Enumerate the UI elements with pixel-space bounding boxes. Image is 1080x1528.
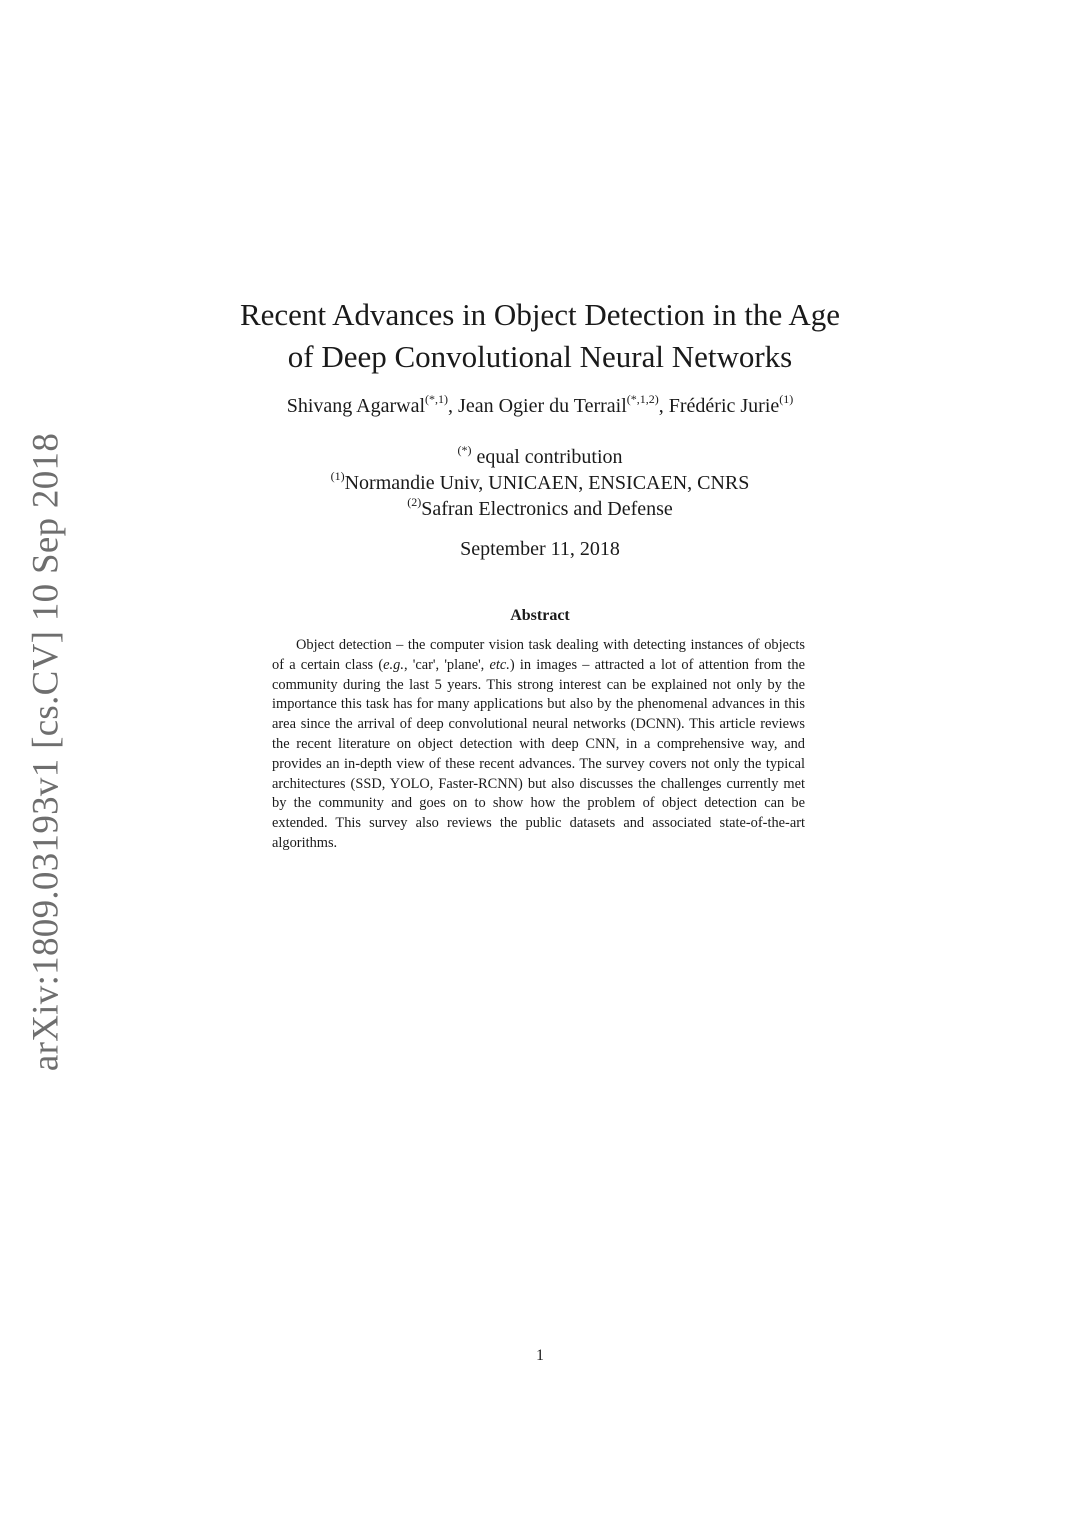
equal-contribution-mark: (*) <box>457 443 472 457</box>
affiliation-2-text: Safran Electronics and Defense <box>421 498 673 520</box>
abstract-heading: Abstract <box>510 607 570 624</box>
affiliation-2 <box>140 496 940 522</box>
page-number: 1 <box>536 1347 544 1364</box>
author-affiliation-marks: (*,1,2) <box>626 392 659 406</box>
affiliation-1-text: Normandie Univ, UNICAEN, ENSICAEN, CNRS <box>344 472 750 494</box>
abstract-part-1: Object detection – the computer vision task dealing with detecting instances of objects of a certain class ( <box>272 637 805 673</box>
publication-date: September 11, 2018 <box>460 538 620 560</box>
affiliation-2-mark: (2) <box>407 495 422 509</box>
author-name: Jean Ogier du Terrail <box>458 395 627 417</box>
equal-contribution-note <box>140 444 940 470</box>
abstract-eg: e.g. <box>383 656 404 673</box>
title-line-1: Recent Advances in Object Detection in the Age <box>239 297 840 332</box>
arxiv-identifier-stamp: arXiv:1809.03193v1 [cs.CV] 10 Sep 2018 <box>25 432 67 1072</box>
author-separator: , <box>448 395 459 417</box>
author-affiliation-marks: (1) <box>779 392 794 406</box>
affiliation-1-mark: (1) <box>330 469 345 483</box>
paper-title <box>160 294 920 378</box>
author-name: Shivang Agarwal <box>286 395 426 417</box>
abstract-etc: etc. <box>489 656 510 673</box>
author-affiliation-marks: (*,1) <box>425 392 449 406</box>
author-separator: , <box>658 395 669 417</box>
equal-contribution-text: equal contribution <box>471 446 623 468</box>
affiliations <box>140 444 940 522</box>
affiliation-1 <box>140 470 940 496</box>
title-line-2: of Deep Convolutional Neural Networks <box>287 339 793 374</box>
author-list <box>140 392 940 418</box>
author-name: Frédéric Jurie <box>668 395 780 417</box>
abstract-part-3: ) in images – attracted a lot of attention from the community during the last 5 years. This strong interest can be explained not only by the importance this task has for many applications but also by the phenomenal advances in this area since the arrival of deep convolutional neural networks (DCNN). This article reviews the recent literature on object detection with deep CNN, in a comprehensive way, and provides an in-depth view of these recent advances. The survey covers not only the typical architectures (SSD, YOLO, Faster-RCNN) but also discusses the challenges currently met by the community and goes on to show how the problem of object detection can be extended. This survey also reviews the public datasets and associated state-of-the-art algorithms. <box>272 656 805 851</box>
abstract-text <box>272 636 805 854</box>
abstract-part-2: , 'car', 'plane', <box>403 656 490 673</box>
